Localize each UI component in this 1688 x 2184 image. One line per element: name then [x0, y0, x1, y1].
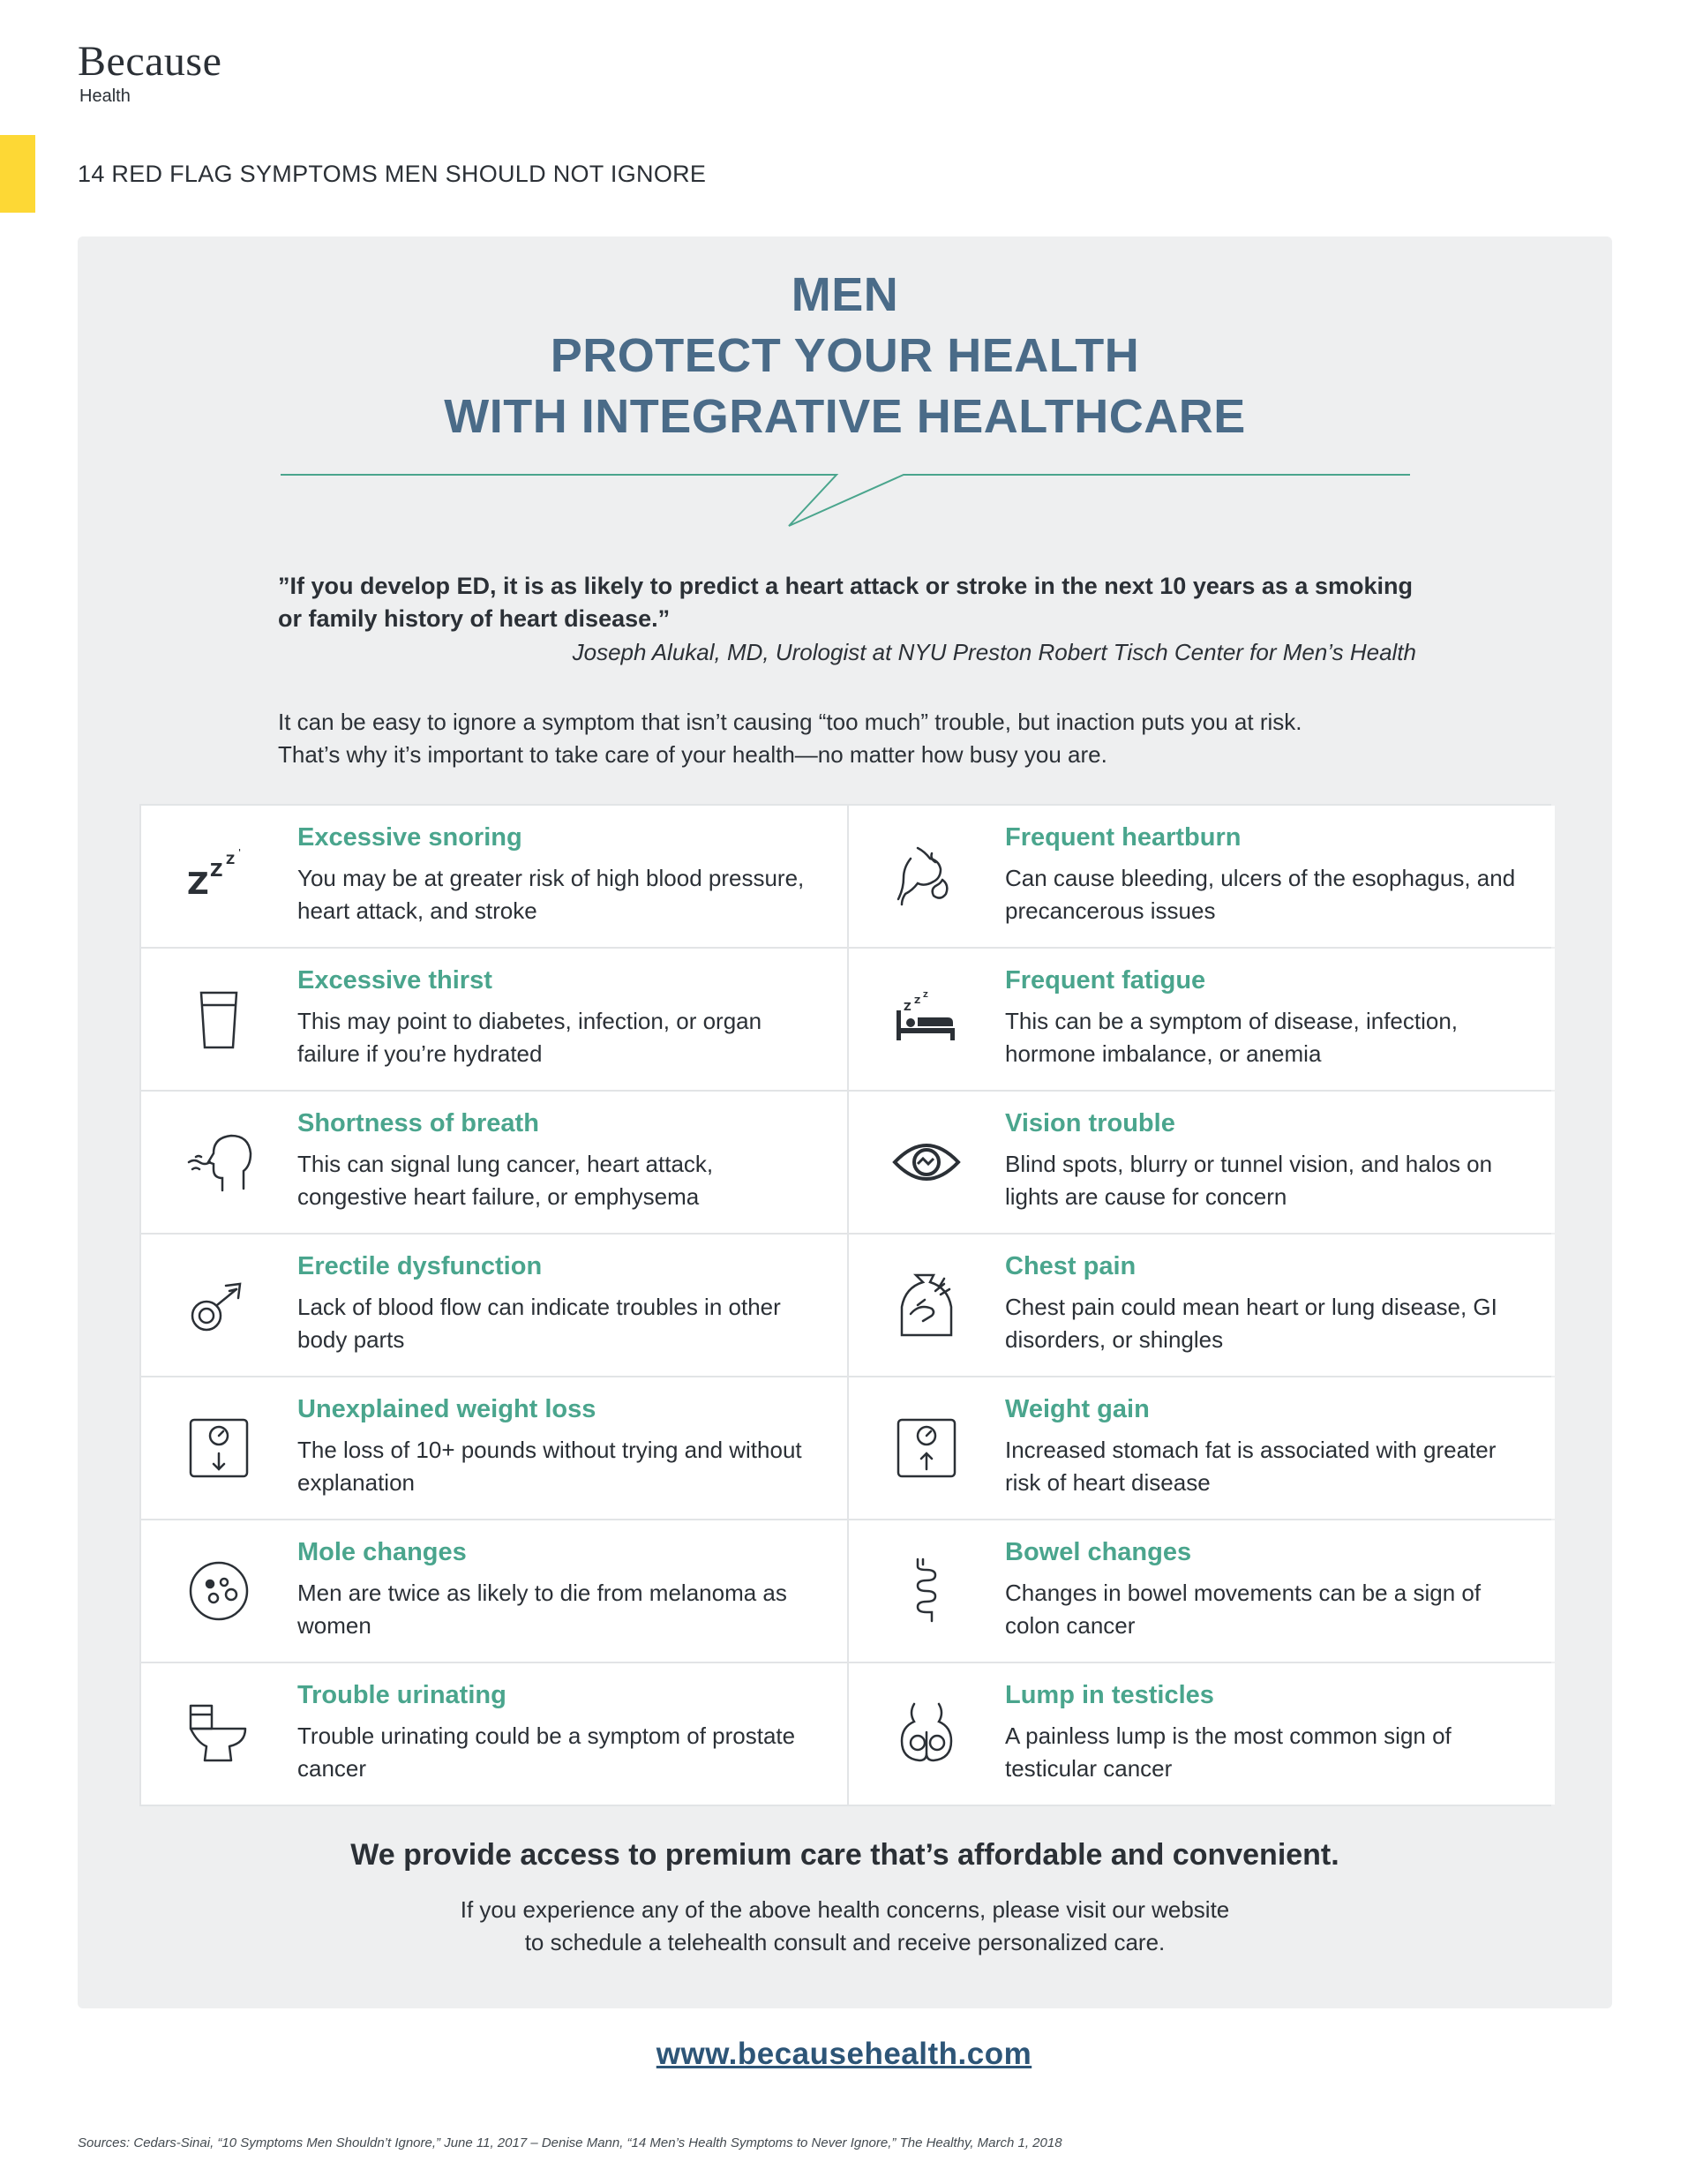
symptom-description: Men are twice as likely to die from melanoma as women [297, 1580, 787, 1639]
svg-text:': ' [238, 848, 242, 858]
bed-icon [891, 984, 962, 1054]
symptom-card [141, 806, 847, 947]
document-heading: 14 RED FLAG SYMPTOMS MEN SHOULD NOT IGNORE [78, 161, 707, 187]
intro-line-2: That’s why it’s important to take care of your health—no matter how busy you are. [278, 741, 1107, 768]
male-symbol-icon [184, 1270, 254, 1340]
symptom-description: Trouble urinating could be a symptom of prostate cancer [297, 1722, 796, 1782]
symptom-title: Unexplained weight loss [297, 1395, 596, 1423]
symptom-card [849, 1092, 1555, 1233]
title-line-2: PROTECT YOUR HEALTH [550, 329, 1140, 382]
symptom-card [849, 1377, 1555, 1519]
heartburn-icon [891, 841, 962, 912]
symptom-title: Shortness of breath [297, 1109, 539, 1137]
symptom-description: Blind spots, blurry or tunnel vision, and halos on lights are cause for concern [1005, 1151, 1493, 1210]
title-line-3: WITH INTEGRATIVE HEALTHCARE [444, 390, 1246, 443]
snoring-icon [184, 841, 254, 912]
symptom-title: Frequent heartburn [1005, 823, 1242, 852]
cta-title: We provide access to premium care that’s affordable and convenient. [350, 1838, 1339, 1872]
glass-icon [184, 984, 254, 1054]
symptom-description: Changes in bowel movements can be a sign of colon cancer [1005, 1580, 1482, 1639]
scale-up-icon [891, 1413, 962, 1483]
svg-text:Z: Z [923, 991, 928, 999]
symptom-title: Erectile dysfunction [297, 1252, 543, 1280]
symptom-title: Excessive snoring [297, 823, 522, 852]
breath-icon [184, 1127, 254, 1197]
symptom-description: Can cause bleeding, ulcers of the esophagus, and precancerous issues [1005, 865, 1516, 924]
svg-text:Z: Z [914, 996, 921, 1006]
symptom-description: This can signal lung cancer, heart attack, congestive heart failure, or emphysema [297, 1151, 714, 1210]
symptom-description: Increased stomach fat is associated with greater risk of heart disease [1005, 1437, 1497, 1496]
symptom-card [849, 1520, 1555, 1662]
symptom-card [141, 1235, 847, 1376]
accent-bar [0, 135, 35, 213]
symptom-description: This may point to diabetes, infection, or organ failure if you’re hydrated [297, 1008, 762, 1067]
intestine-icon [891, 1556, 962, 1626]
symptom-card [849, 1235, 1555, 1376]
speech-bubble-divider [281, 462, 1410, 533]
symptom-title: Mole changes [297, 1538, 467, 1566]
symptom-description: Lack of blood flow can indicate troubles in other body parts [297, 1294, 781, 1353]
symptom-description: The loss of 10+ pounds without trying and without explanation [297, 1437, 802, 1496]
quote-attribution: Joseph Alukal, MD, Urologist at NYU Preston Robert Tisch Center for Men’s Health [572, 639, 1416, 665]
main-title [78, 265, 1612, 447]
svg-text:Z: Z [210, 859, 223, 881]
symptom-title: Vision trouble [1005, 1109, 1175, 1137]
content-panel [78, 236, 1612, 2008]
scale-down-icon [184, 1413, 254, 1483]
symptom-card [141, 1092, 847, 1233]
symptom-description: This can be a symptom of disease, infection, hormone imbalance, or anemia [1005, 1008, 1459, 1067]
symptom-title: Bowel changes [1005, 1538, 1192, 1566]
symptom-card [849, 1663, 1555, 1805]
symptom-title: Lump in testicles [1005, 1681, 1214, 1709]
symptom-card [849, 949, 1555, 1090]
website-link[interactable]: www.becausehealth.com [656, 2037, 1032, 2071]
brand-logo[interactable] [78, 38, 222, 107]
testicle-icon [891, 1699, 962, 1769]
cta-line-1: If you experience any of the above health concerns, please visit our website [460, 1896, 1230, 1923]
cta-line-2: to schedule a telehealth consult and receive personalized care. [524, 1929, 1166, 1955]
svg-text:Z: Z [187, 867, 209, 902]
svg-text:Z: Z [904, 1001, 912, 1013]
brand-name: Because [78, 38, 222, 85]
symptom-title: Weight gain [1005, 1395, 1150, 1423]
title-line-1: MEN [791, 268, 899, 321]
mole-icon [184, 1556, 254, 1626]
quote-text: ”If you develop ED, it is as likely to predict a heart attack or stroke in the next 10 years as a smoking or family history of heart disease.” [278, 573, 1413, 632]
symptom-description: Chest pain could mean heart or lung disease, GI disorders, or shingles [1005, 1294, 1497, 1353]
symptom-card [141, 1520, 847, 1662]
symptom-title: Excessive thirst [297, 966, 492, 994]
svg-text:Z: Z [226, 853, 236, 867]
symptom-card [141, 949, 847, 1090]
sources-footnote: Sources: Cedars-Sinai, “10 Symptoms Men Shouldn’t Ignore,” June 11, 2017 – Denise Mann, “14 Men’s Health Symptoms to Never Ignore,” The Healthy, March 1, 2018 [78, 2135, 1062, 2150]
symptom-title: Chest pain [1005, 1252, 1137, 1280]
symptom-title: Trouble urinating [297, 1681, 506, 1709]
symptom-title: Frequent fatigue [1005, 966, 1206, 994]
symptom-card [141, 1377, 847, 1519]
symptom-card [141, 1663, 847, 1805]
chest-pain-icon [891, 1270, 962, 1340]
cta-text [78, 1894, 1612, 1959]
symptom-card [849, 806, 1555, 947]
intro-line-1: It can be easy to ignore a symptom that isn’t causing “too much” trouble, but inaction puts you at risk. [278, 709, 1302, 735]
toilet-icon [184, 1699, 254, 1769]
eye-icon [891, 1127, 962, 1197]
brand-sub: Health [79, 86, 131, 106]
symptom-description: You may be at greater risk of high blood pressure, heart attack, and stroke [297, 865, 805, 924]
symptom-description: A painless lump is the most common sign of testicular cancer [1005, 1722, 1452, 1782]
symptom-grid [139, 804, 1551, 1806]
intro-text [278, 706, 1443, 771]
